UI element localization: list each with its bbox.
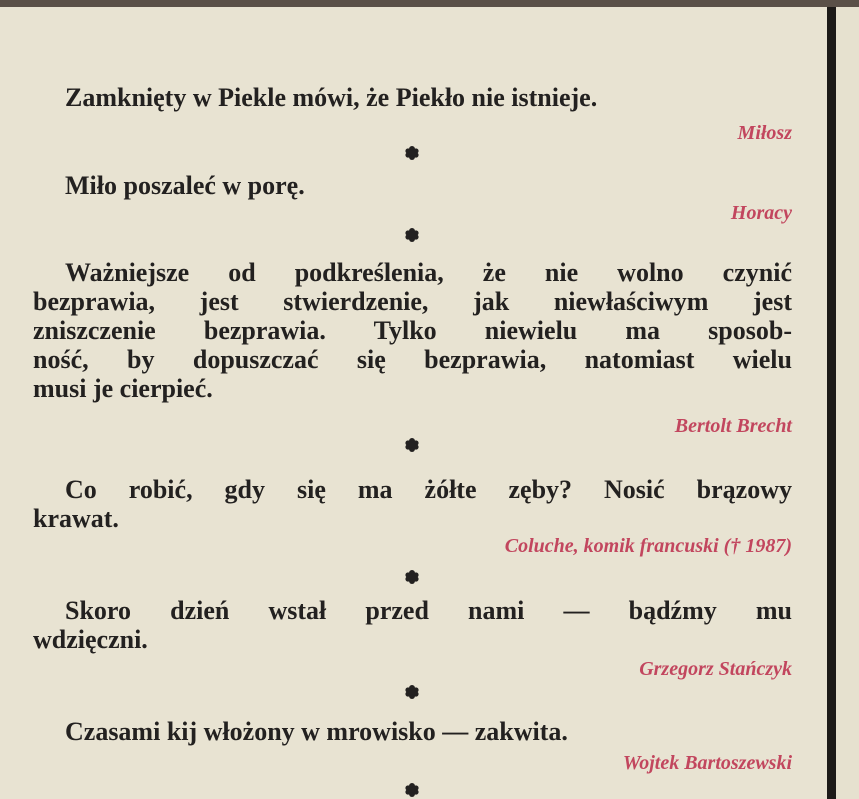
asterisk-flower-icon: [405, 783, 419, 797]
quote-line: Co robić, gdy się ma żółte zęby? Nosić brązowy: [65, 475, 792, 504]
asterisk-flower-icon: [405, 438, 419, 452]
quote-line: Czasami kij włożony w mrowisko — zakwita.: [65, 717, 568, 746]
asterisk-flower-icon: [405, 570, 419, 584]
asterisk-flower-icon: [405, 146, 419, 160]
asterisk-flower-icon: [405, 685, 419, 699]
asterisk-flower-icon: [405, 228, 419, 242]
page-edge: [836, 7, 859, 799]
quote-line: ność, by dopuszczać się bezprawia, natomiast wielu: [33, 345, 792, 374]
quote-author: Coluche, komik francuski († 1987): [504, 535, 792, 557]
quote-line: musi je cierpieć.: [33, 374, 213, 403]
quote-line: wdzięczni.: [33, 625, 148, 654]
quote-line: Skoro dzień wstał przed nami — bądźmy mu: [65, 596, 792, 625]
quote-line: Ważniejsze od podkreślenia, że nie wolno czynić: [65, 258, 792, 287]
quote-author: Grzegorz Stańczyk: [639, 658, 792, 680]
quote-line: krawat.: [33, 504, 119, 533]
quote-line: zniszczenie bezprawia. Tylko niewielu ma sposob-: [33, 316, 792, 345]
quote-author: Horacy: [730, 202, 792, 224]
column-rule: [827, 7, 836, 799]
quote-author: Wojtek Bartoszewski: [622, 752, 792, 774]
quote-line: Zamknięty w Piekle mówi, że Piekło nie istnieje.: [65, 83, 598, 112]
top-border: [0, 0, 859, 7]
quote-author: Miłosz: [737, 122, 792, 144]
quote-line: bezprawia, jest stwierdzenie, jak niewłaściwym jest: [33, 287, 792, 316]
quote-author: Bertolt Brecht: [674, 415, 792, 437]
quote-line: Miło poszaleć w porę.: [65, 171, 305, 200]
